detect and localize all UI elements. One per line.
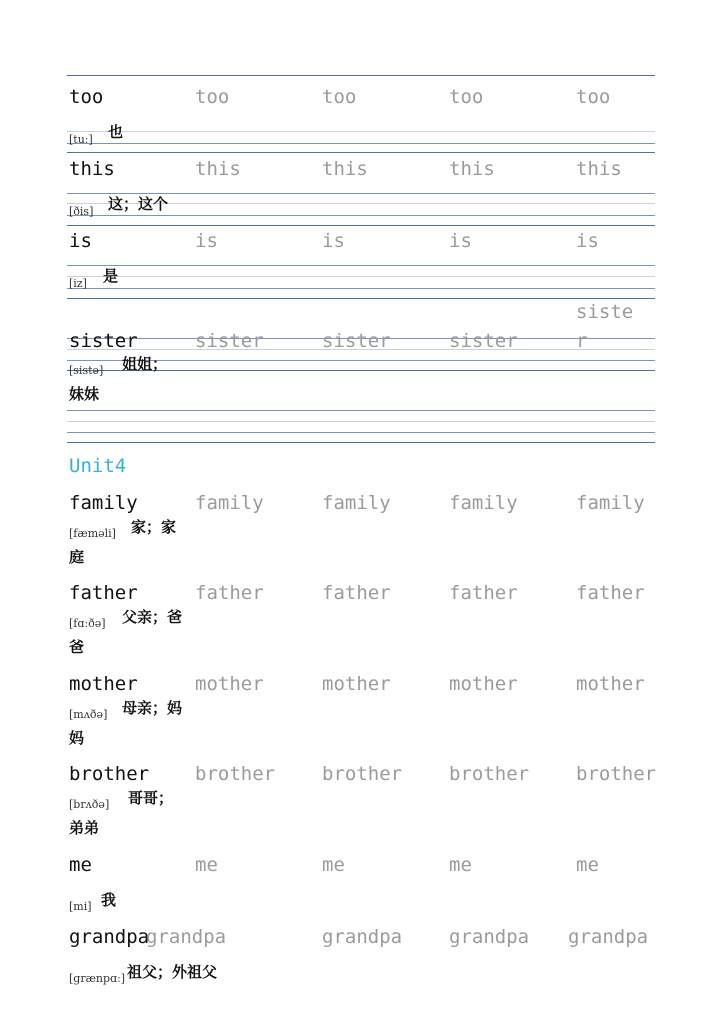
practice-copy: family [576,492,645,514]
practice-copy: father [449,582,518,604]
meaning-continued: 妹妹 [69,385,100,403]
rule-line [67,298,655,299]
rule-line [67,421,655,422]
practice-copy: too [449,86,484,108]
practice-copy: me [449,854,472,876]
phonetic: [fɑːðə] [69,617,106,630]
practice-copy: grandpa [568,926,649,948]
practice-copy: brother [195,763,276,785]
practice-copy: brother [322,763,403,785]
rule-line [67,432,655,433]
practice-copy-wrapped: siste [576,301,634,323]
practice-copy: too [576,86,611,108]
meaning: 也 [108,123,124,141]
meaning: 母亲；妈 [122,699,183,717]
practice-copy: sister [195,330,264,352]
practice-copy: mother [449,673,518,695]
meaning-continued: 爸 [69,638,85,656]
vocab-word: brother [69,763,150,785]
vocab-word: this [69,158,115,180]
vocab-word: sister [69,330,138,352]
rule-line [67,152,655,153]
rule-line [67,288,655,289]
meaning: 父亲；爸 [122,608,183,626]
practice-copy-wrapped: r [576,330,588,352]
vocab-word: is [69,230,92,252]
vocab-word: mother [69,673,138,695]
practice-copy: is [322,230,345,252]
phonetic: [mʌðə] [69,708,108,721]
practice-copy: family [195,492,264,514]
practice-copy: mother [322,673,391,695]
meaning-continued: 弟弟 [69,819,100,837]
practice-copy: me [322,854,345,876]
practice-copy: mother [576,673,645,695]
rule-line [67,225,655,226]
meaning: 姐姐； [122,355,168,373]
practice-copy: grandpa [449,926,530,948]
phonetic: [grænpɑː] [69,972,126,985]
practice-copy: father [576,582,645,604]
practice-copy: is [576,230,599,252]
practice-copy: this [449,158,495,180]
rule-line [67,143,655,144]
rule-line [67,75,655,76]
practice-copy: father [322,582,391,604]
practice-copy: this [195,158,241,180]
phonetic: [tuː] [69,133,93,146]
meaning: 是 [103,267,119,285]
phonetic: [fæməli] [69,527,116,540]
vocab-word: me [69,854,92,876]
practice-copy: sister [449,330,518,352]
practice-copy: grandpa [322,926,403,948]
practice-copy: this [576,158,622,180]
practice-copy: family [322,492,391,514]
practice-copy: grandpa [146,926,227,948]
meaning: 这；这个 [108,195,169,213]
vocab-word: family [69,492,138,514]
rule-line [67,265,655,266]
practice-copy: brother [449,763,530,785]
meaning: 我 [101,891,117,909]
phonetic: [brʌðə] [69,798,110,811]
rule-line [67,215,655,216]
rule-line [67,131,655,132]
phonetic: [mi] [69,900,92,913]
rule-line [67,442,655,443]
meaning: 哥哥； [128,789,174,807]
practice-copy: me [195,854,218,876]
practice-copy: mother [195,673,264,695]
practice-copy: father [195,582,264,604]
rule-line [67,276,655,277]
phonetic: [iz] [69,277,87,290]
meaning-continued: 庭 [69,548,85,566]
vocab-word: grandpa [69,926,150,948]
practice-copy: me [576,854,599,876]
practice-copy: family [449,492,518,514]
phonetic: [ðis] [69,205,94,218]
meaning: 家；家 [131,518,177,536]
practice-copy: is [449,230,472,252]
phonetic: [sistə] [69,364,104,377]
vocab-word: too [69,86,104,108]
vocab-word: father [69,582,138,604]
meaning-continued: 妈 [69,729,85,747]
practice-copy: brother [576,763,657,785]
practice-copy: this [322,158,368,180]
rule-line [67,410,655,411]
practice-copy: too [322,86,357,108]
practice-copy: too [195,86,230,108]
meaning: 祖父；外祖父 [127,963,218,981]
practice-copy: sister [322,330,391,352]
unit-heading: Unit4 [69,455,127,477]
practice-copy: is [195,230,218,252]
